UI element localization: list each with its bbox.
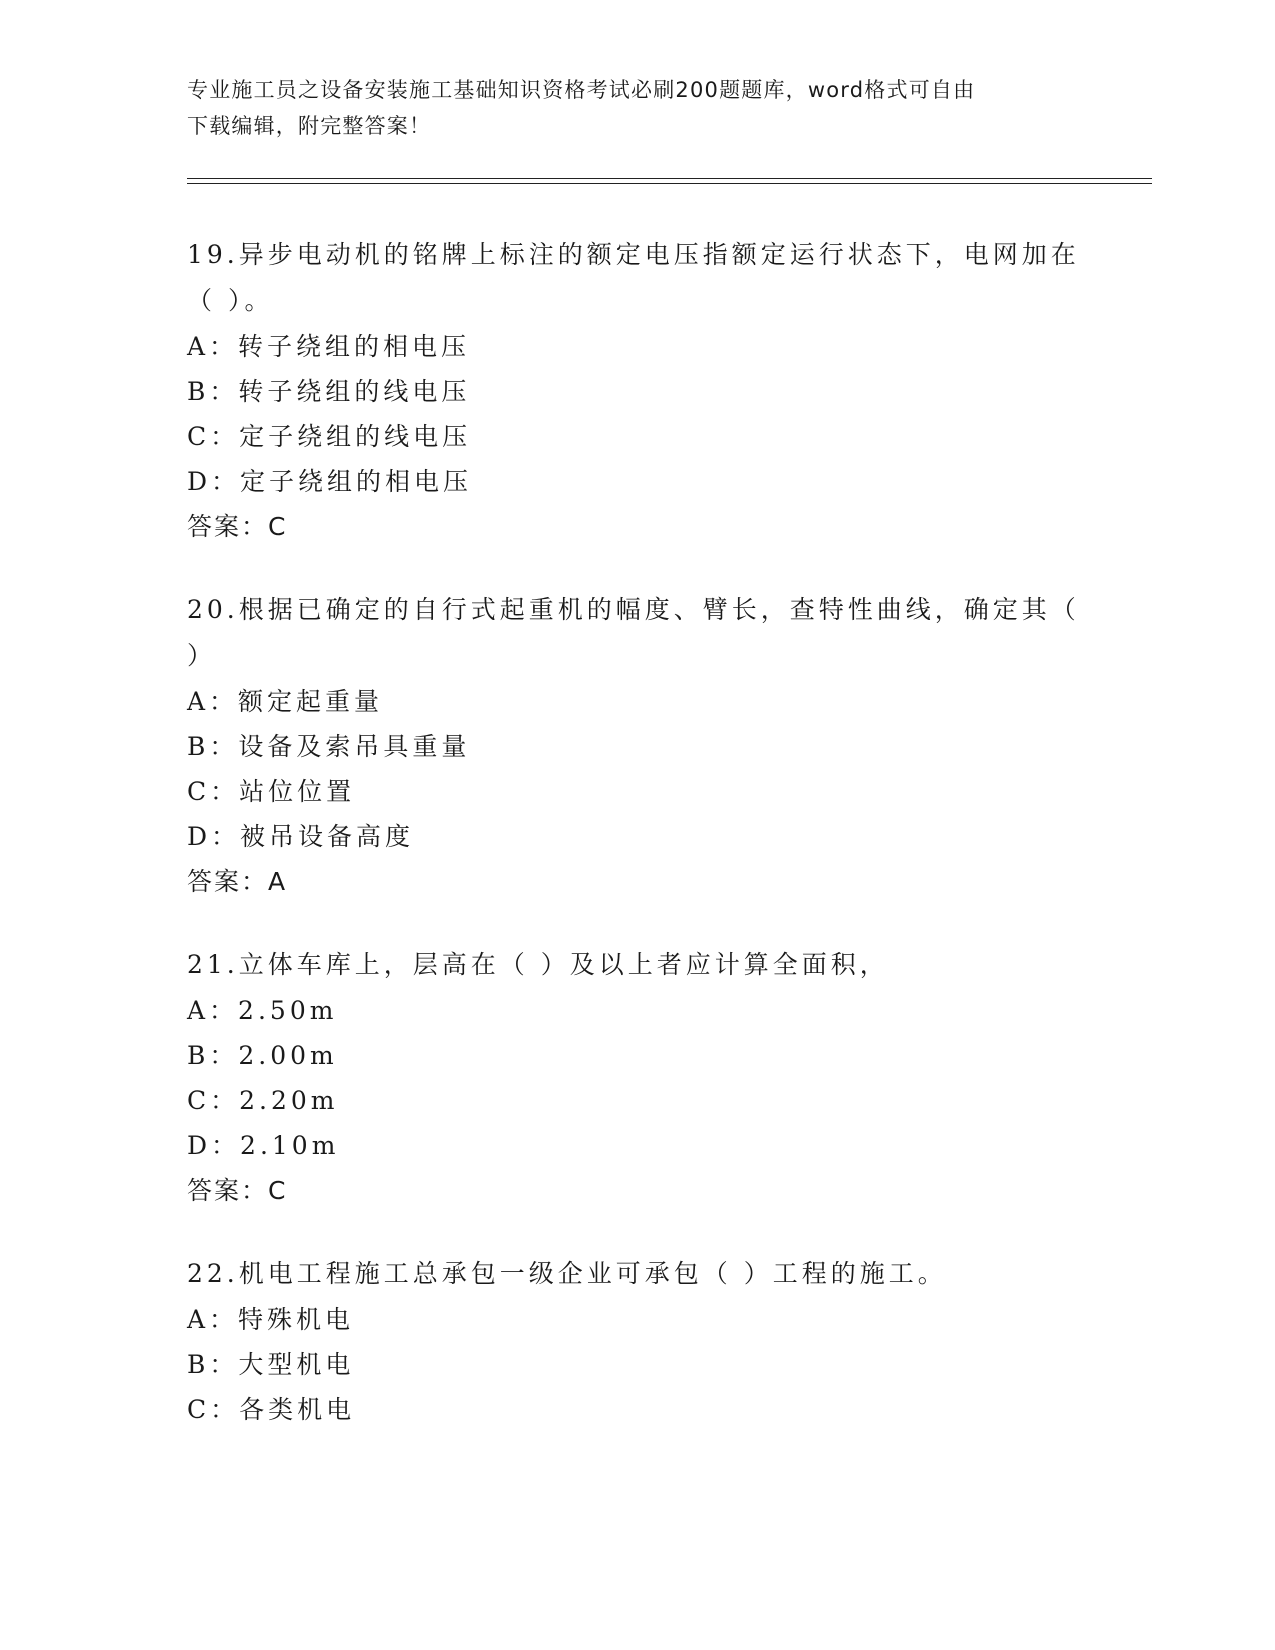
question-list (187, 232, 1087, 1470)
header-divider-top (187, 178, 1152, 179)
option-b: B：2.00m (187, 1041, 338, 1070)
option-b: B：设备及索吊具重量 (187, 732, 471, 761)
answer-label: 答案：A (187, 867, 288, 896)
question-22 (187, 1251, 1087, 1432)
document-header (187, 72, 1087, 144)
option-c: C：定子绕组的线电压 (187, 422, 472, 451)
question-text: 22.机电工程施工总承包一级企业可承包（ ）工程的施工。 (187, 1259, 947, 1288)
answer-label: 答案：C (187, 512, 288, 541)
option-c: C：2.20m (187, 1086, 339, 1115)
option-d: D：被吊设备高度 (187, 822, 415, 851)
question-20 (187, 587, 1087, 904)
question-text: 19.异步电动机的铭牌上标注的额定电压指额定运行状态下，电网加在（ ）。 (187, 240, 1080, 315)
header-title-line-1: 专业施工员之设备安装施工基础知识资格考试必刷200题题库，word格式可自由 (187, 78, 976, 102)
answer-label: 答案：C (187, 1176, 288, 1205)
option-a: A：2.50m (187, 996, 338, 1025)
header-divider-bottom (187, 183, 1152, 184)
option-d: D：2.10m (187, 1131, 340, 1160)
option-d: D：定子绕组的相电压 (187, 467, 473, 496)
option-a: A：特殊机电 (187, 1305, 355, 1334)
option-b: B：大型机电 (187, 1350, 355, 1379)
question-21 (187, 942, 1087, 1213)
option-a: A：转子绕组的相电压 (187, 332, 471, 361)
question-text: 20.根据已确定的自行式起重机的幅度、臂长，查特性曲线，确定其（ ） (187, 595, 1080, 670)
option-a: A：额定起重量 (187, 687, 384, 716)
header-title-line-2: 下载编辑，附完整答案！ (187, 114, 432, 138)
option-b: B：转子绕组的线电压 (187, 377, 471, 406)
question-19 (187, 232, 1087, 549)
question-text: 21.立体车库上，层高在（ ）及以上者应计算全面积， (187, 950, 889, 979)
option-c: C：各类机电 (187, 1395, 356, 1424)
option-c: C：站位位置 (187, 777, 356, 806)
